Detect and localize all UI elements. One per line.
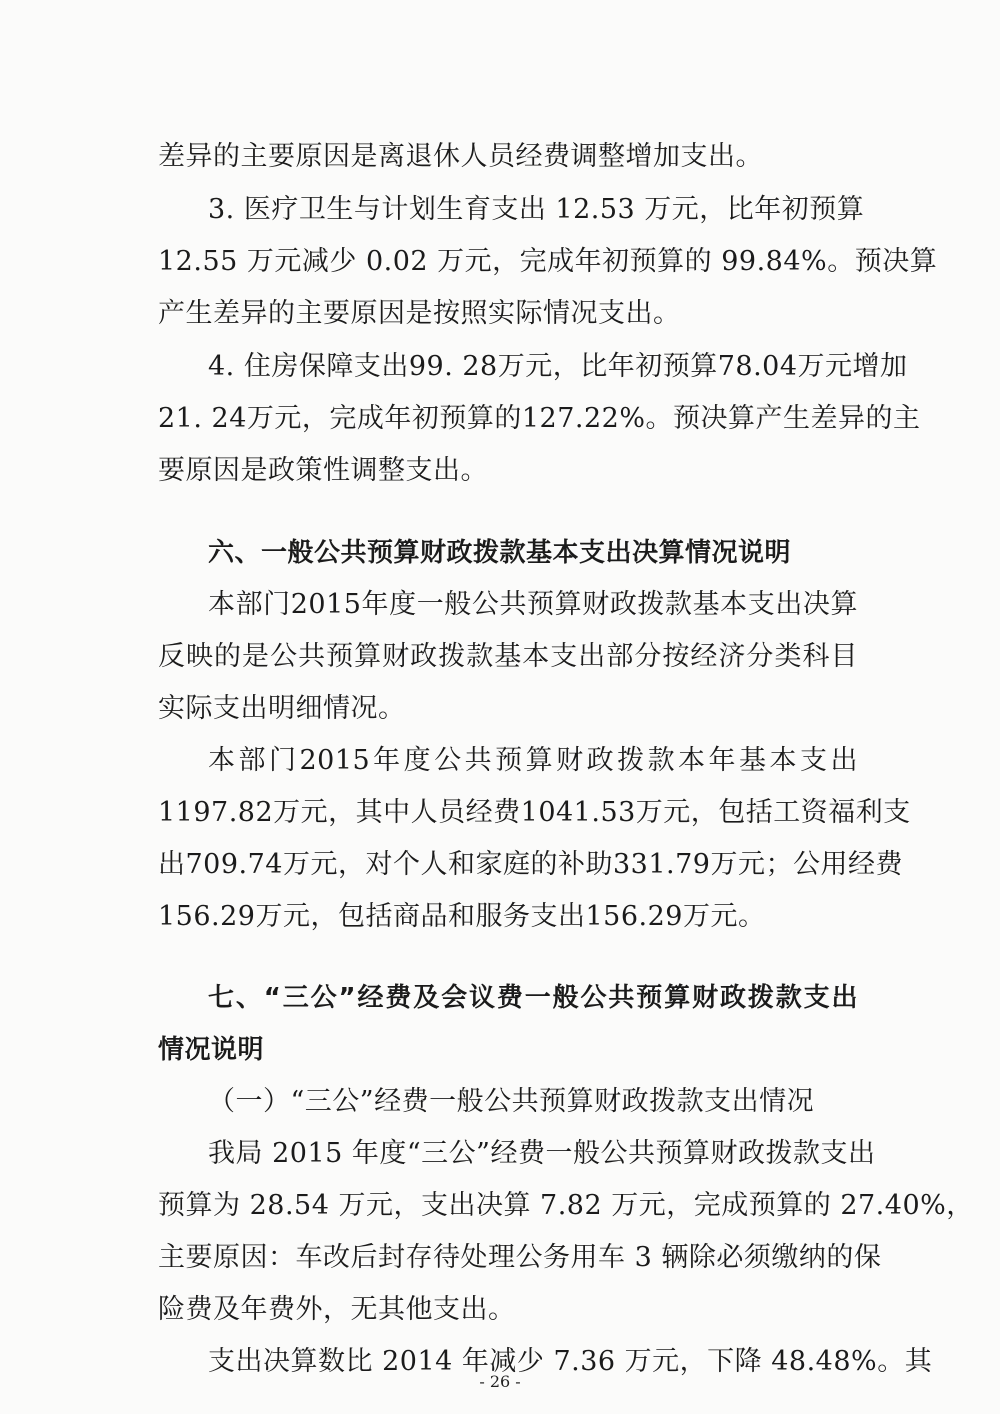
text-line: 支出决算数比 2014 年减少 7.36 万元，下降 48.48%。其 (208, 1346, 933, 1377)
text-line: 3. 医疗卫生与计划生育支出 12.53 万元，比年初预算 (208, 194, 865, 225)
text-line: 险费及年费外，无其他支出。 (158, 1294, 516, 1325)
section-heading: 六、一般公共预算财政拨款基本支出决算情况说明 (208, 538, 792, 568)
text-line: 出709.74万元，对个人和家庭的补助331.79万元；公用经费 (158, 849, 903, 880)
text-line: 1197.82万元，其中人员经费1041.53万元，包括工资福利支 (158, 797, 911, 828)
text-line: 156.29万元，包括商品和服务支出156.29万元。 (158, 901, 766, 932)
text-line: 差异的主要原因是离退休人员经费调整增加支出。 (158, 141, 763, 172)
text-line: 21. 24万元，完成年初预算的127.22%。预决算产生差异的主 (158, 403, 921, 434)
text-line: 实际支出明细情况。 (158, 693, 406, 724)
subsection-heading: （一）“三公”经费一般公共预算财政拨款支出情况 (208, 1086, 815, 1117)
page-number: - 26 - (479, 1372, 521, 1391)
text-line: 要原因是政策性调整支出。 (158, 455, 488, 486)
text-line: 预算为 28.54 万元，支出决算 7.82 万元，完成预算的 27.40%， (158, 1190, 974, 1221)
text-line: 4. 住房保障支出99. 28万元，比年初预算78.04万元增加 (208, 351, 908, 382)
section-heading: 七、“三公”经费及会议费一般公共预算财政拨款支出 (208, 983, 858, 1013)
text-line: 主要原因：车改后封存待处理公务用车 3 辆除必须缴纳的保 (158, 1242, 882, 1273)
text-line: 本部门2015年度一般公共预算财政拨款基本支出决算 (208, 589, 858, 620)
text-line: 我局 2015 年度“三公”经费一般公共预算财政拨款支出 (208, 1138, 876, 1169)
section-heading: 情况说明 (158, 1035, 265, 1065)
text-line: 产生差异的主要原因是按照实际情况支出。 (158, 298, 681, 329)
text-line: 12.55 万元减少 0.02 万元，完成年初预算的 99.84%。预决算 (158, 246, 938, 277)
text-line: 反映的是公共预算财政拨款基本支出部分按经济分类科目 (158, 641, 858, 672)
text-line: 本部门2015年度公共预算财政拨款本年基本支出 (208, 745, 858, 776)
